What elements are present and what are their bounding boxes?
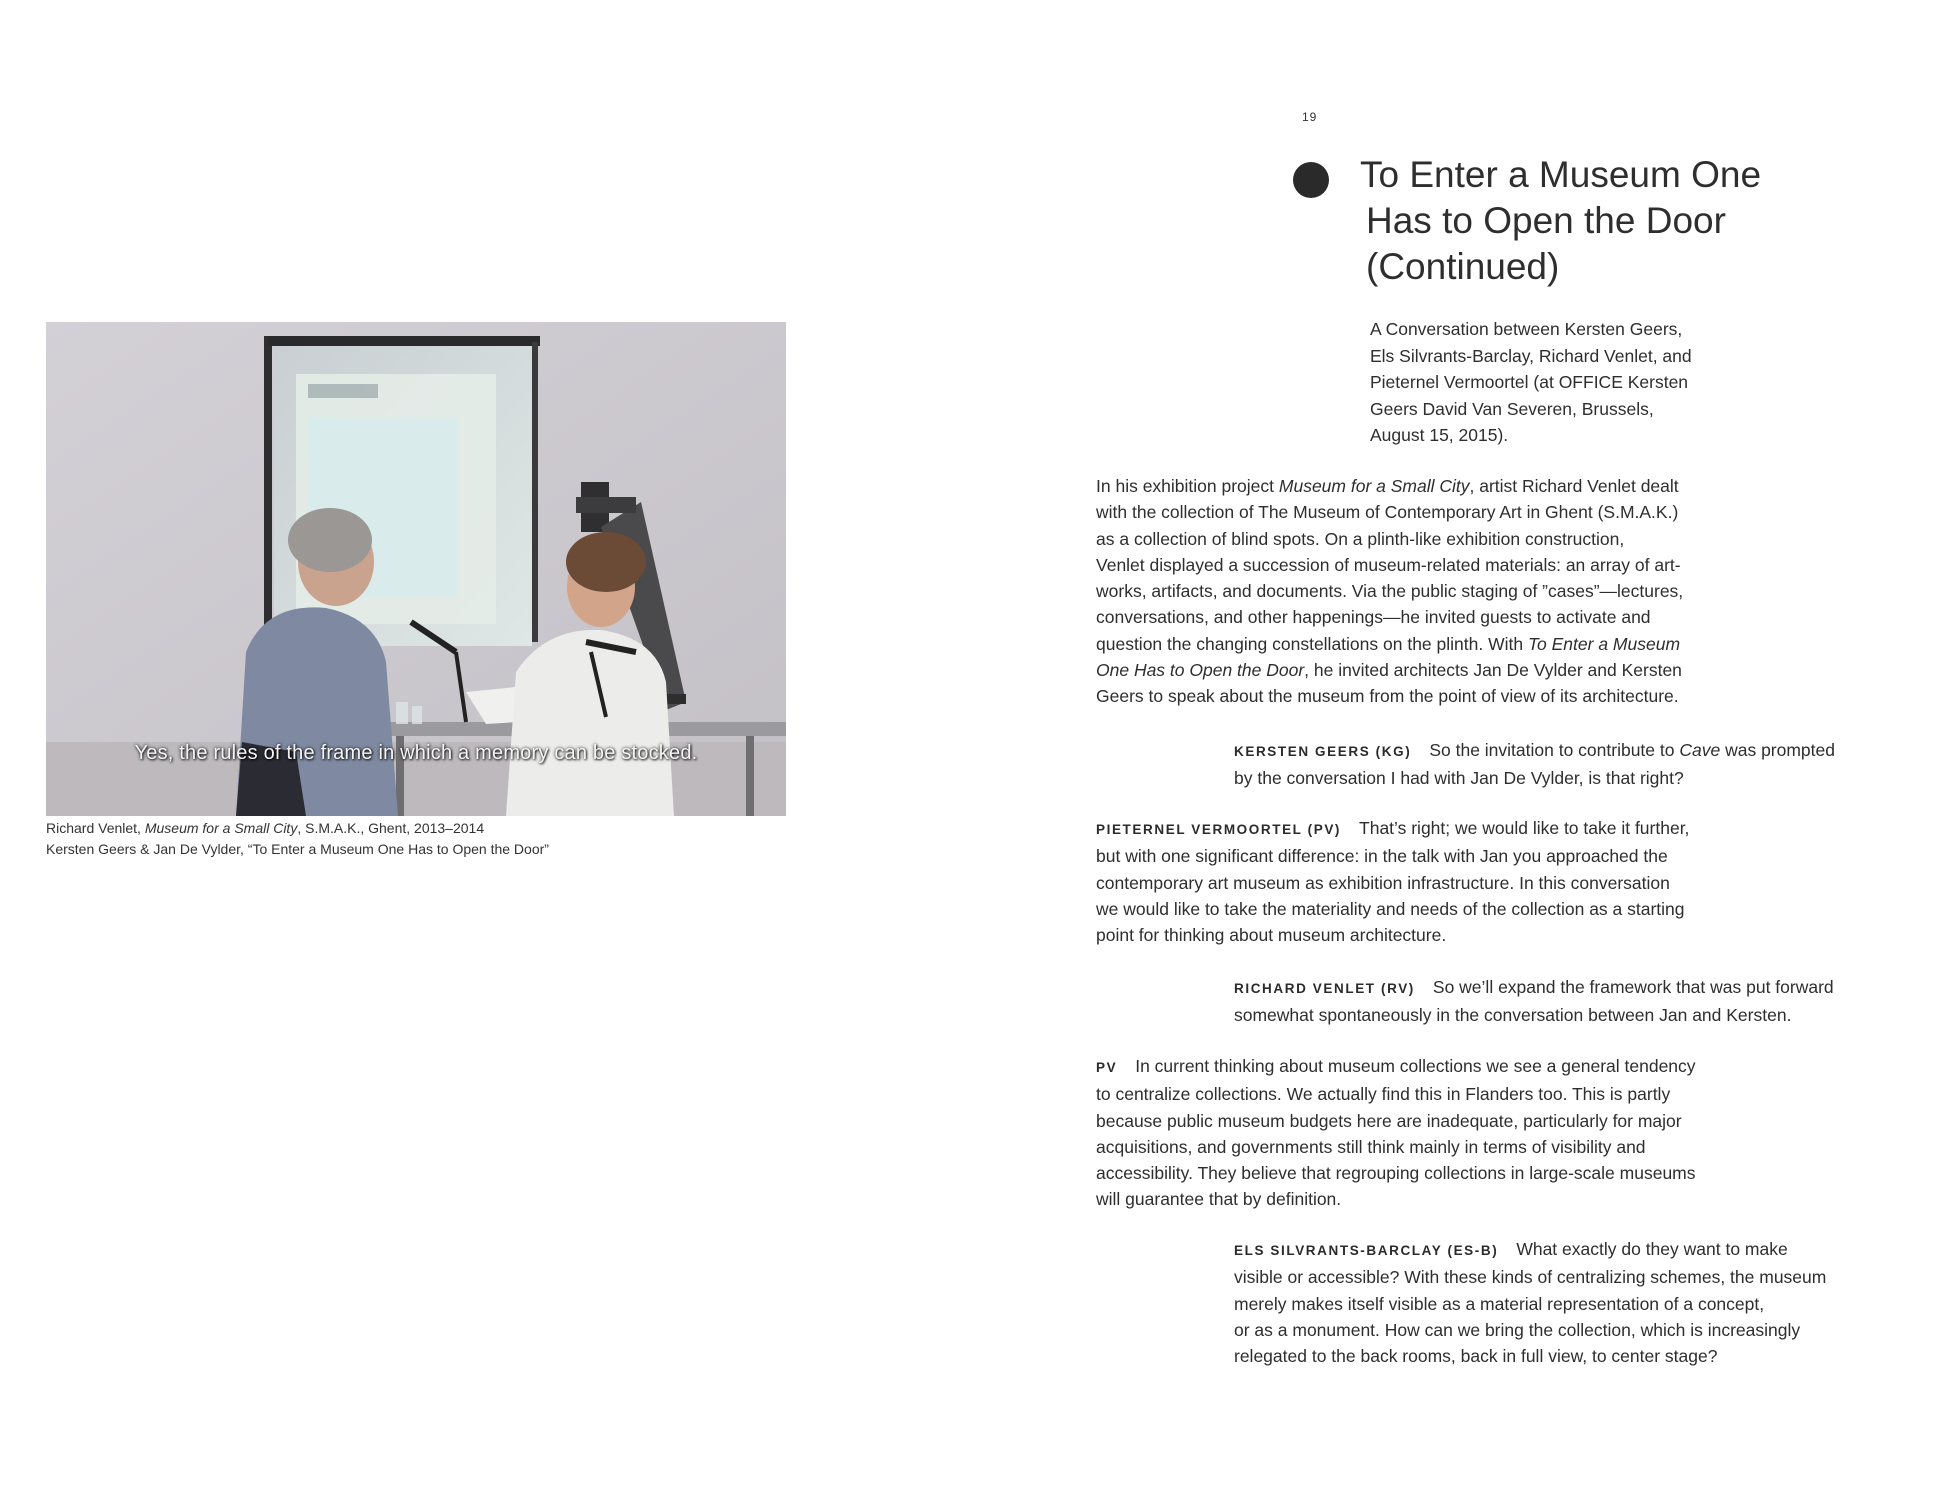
dialogue-esb xyxy=(1234,1236,1826,1369)
text-line: to centralize collections. We actually find this in Flanders too. This is partly xyxy=(1096,1084,1671,1105)
text-run: question the changing constellations on the plinth. With xyxy=(1096,633,1528,654)
dialogue-pv-2 xyxy=(1096,1053,1696,1213)
text-line: accessibility. They believe that regrouping collections in large-scale museums xyxy=(1096,1163,1696,1184)
photo-caption xyxy=(46,818,806,860)
text-run: So the invitation to contribute to xyxy=(1429,740,1680,760)
text-run: , artist Richard Venlet dealt xyxy=(1469,476,1679,496)
text-line xyxy=(1096,473,1683,499)
text-run: So we’ll expand the framework that was put forward xyxy=(1432,977,1834,997)
speaker-label: ELS SILVRANTS-BARCLAY (ES-B) xyxy=(1234,1243,1499,1258)
intro-paragraph xyxy=(1096,473,1683,710)
speaker-label: RICHARD VENLET (RV) xyxy=(1234,981,1415,996)
text-line xyxy=(1234,974,1834,1002)
text-line: because public museum budgets here are inadequate, particularly for major xyxy=(1096,1110,1682,1131)
text-line: contemporary art museum as exhibition infrastructure. In this conversation xyxy=(1096,872,1670,893)
italic-title: One Has to Open the Door xyxy=(1096,660,1305,681)
text-run: That’s right; we would like to take it further, xyxy=(1359,818,1690,838)
text-line: relegated to the back rooms, back in full view, to center stage? xyxy=(1234,1346,1718,1367)
text-line: or as a monument. How can we bring the collection, which is increasingly xyxy=(1234,1319,1801,1340)
text-line xyxy=(1096,1053,1696,1081)
text-line: somewhat spontaneously in the conversation between Jan and Kersten. xyxy=(1234,1005,1792,1026)
italic-title: To Enter a Museum xyxy=(1527,633,1681,654)
text-line: we would like to take the materiality and needs of the collection as a starting xyxy=(1096,898,1685,919)
page-number: 19 xyxy=(1302,110,1318,124)
chapter-title xyxy=(1360,152,1860,290)
text-line xyxy=(1234,1236,1826,1264)
text-line: by the conversation I had with Jan De Vylder, is that right? xyxy=(1234,768,1684,789)
caption-line-1 xyxy=(46,818,806,839)
dialogue-rv xyxy=(1234,974,1834,1029)
text-line xyxy=(1096,815,1689,843)
text-run: What exactly do they want to make xyxy=(1516,1239,1788,1259)
speaker-label: PV xyxy=(1096,1060,1118,1075)
text-line: as a collection of blind spots. On a plinth-like exhibition construction, xyxy=(1096,528,1625,549)
subtitle-line: Geers David Van Severen, Brussels, xyxy=(1370,398,1654,419)
text-line: Geers to speak about the museum from the point of view of its architecture. xyxy=(1096,686,1679,707)
subtitle-line: Pieternel Vermoortel (at OFFICE Kersten xyxy=(1370,372,1689,392)
text-line xyxy=(1096,657,1683,683)
text-run: In his exhibition project xyxy=(1096,476,1279,496)
text-line: works, artifacts, and documents. Via the public staging of ”cases”—lectures, xyxy=(1096,581,1684,602)
text-line: point for thinking about museum architecture. xyxy=(1096,925,1447,946)
italic-title: Cave xyxy=(1679,740,1721,760)
speaker-label: PIETERNEL VERMOORTEL (PV) xyxy=(1096,822,1342,837)
caption-line-2: Kersten Geers & Jan De Vylder, “To Enter a Museum One Has to Open the Door” xyxy=(46,841,549,857)
text-line: merely makes itself visible as a material representation of a concept, xyxy=(1234,1293,1765,1314)
subtitle-line: A Conversation between Kersten Geers, xyxy=(1370,319,1683,339)
text-line: conversations, and other happenings—he invited guests to activate and xyxy=(1096,607,1651,628)
section-bullet-icon xyxy=(1293,162,1329,198)
text-run: was prompted xyxy=(1720,740,1835,760)
caption-artist: Richard Venlet, xyxy=(46,820,145,836)
chapter-title-line: (Continued) xyxy=(1366,246,1560,287)
dialogue-kg xyxy=(1234,737,1835,792)
chapter-title-line: To Enter a Museum One xyxy=(1360,154,1762,195)
text-line: but with one significant difference: in the talk with Jan you approached the xyxy=(1096,846,1668,867)
text-line: with the collection of The Museum of Contemporary Art in Ghent (S.M.A.K.) xyxy=(1096,502,1679,523)
text-line: acquisitions, and governments still think mainly in terms of visibility and xyxy=(1096,1136,1646,1157)
subtitle-line: August 15, 2015). xyxy=(1370,425,1509,445)
exhibition-photo xyxy=(46,322,786,816)
text-run: In current thinking about museum collections we see a general tendency xyxy=(1135,1056,1696,1076)
text-line: will guarantee that by definition. xyxy=(1096,1189,1342,1210)
text-line: visible or accessible? With these kinds of centralizing schemes, the museum xyxy=(1234,1267,1827,1288)
caption-venue: , S.M.A.K., Ghent, 2013–2014 xyxy=(297,820,485,836)
conversation-subtitle xyxy=(1370,316,1790,449)
italic-title: Museum for a Small City xyxy=(1278,476,1470,496)
chapter-title-line: Has to Open the Door xyxy=(1366,200,1726,241)
video-subtitle: Yes, the rules of the frame in which a memory can be stocked. xyxy=(134,742,698,764)
text-line: Venlet displayed a succession of museum-related materials: an array of art- xyxy=(1096,554,1681,575)
text-line xyxy=(1234,737,1835,765)
text-line xyxy=(1096,631,1683,657)
text-run: , he invited architects Jan De Vylder and Kersten xyxy=(1304,660,1682,681)
caption-work-title: Museum for a Small City xyxy=(144,820,298,836)
subtitle-line: Els Silvrants-Barclay, Richard Venlet, and xyxy=(1370,345,1692,366)
dialogue-pv-1 xyxy=(1096,815,1689,948)
speaker-label: KERSTEN GEERS (KG) xyxy=(1234,744,1412,759)
